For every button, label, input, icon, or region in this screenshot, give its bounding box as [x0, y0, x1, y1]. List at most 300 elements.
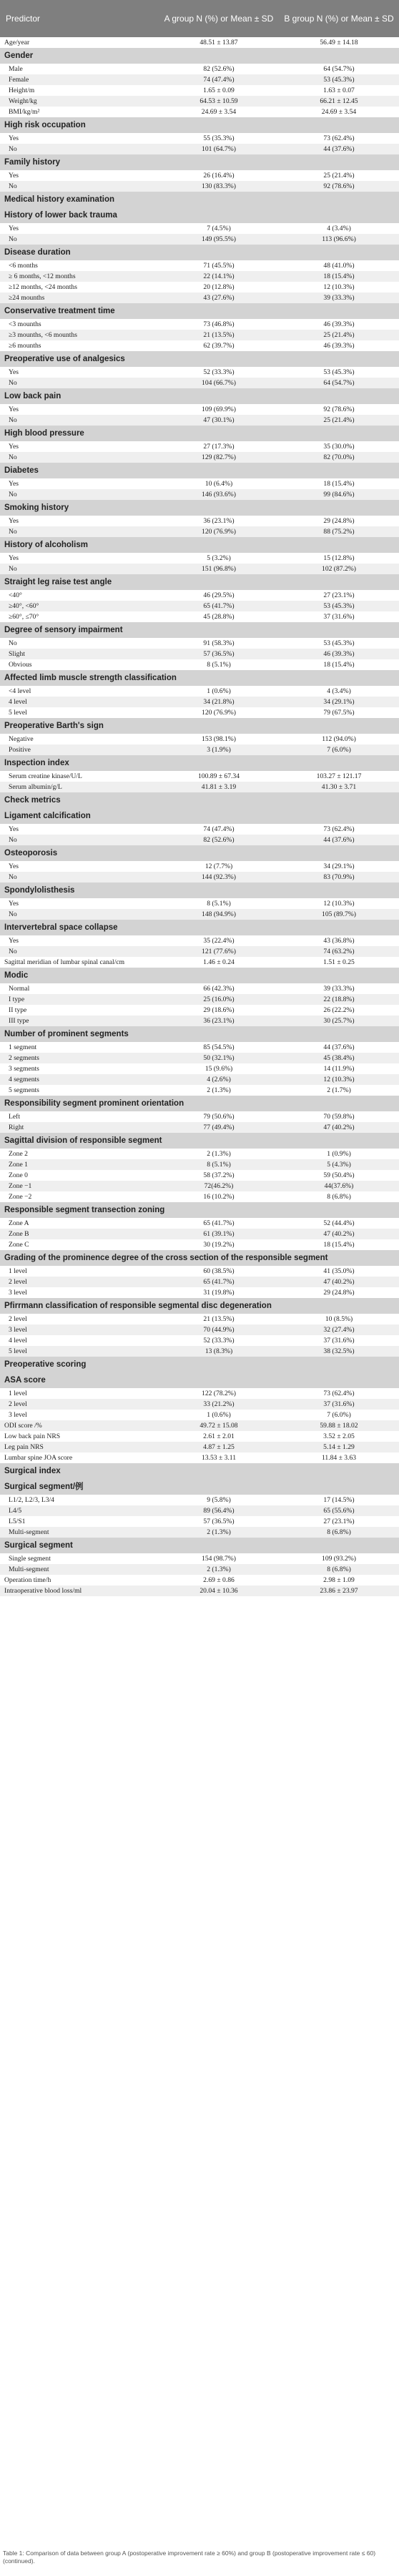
group-b-value: 47 (40.2%)	[323, 1278, 355, 1286]
row-label: Intraoperative blood loss/ml	[4, 1587, 82, 1595]
row-label: Serum albumin/g/L	[9, 783, 62, 791]
group-a-value: 1 (0.6%)	[207, 1411, 231, 1419]
table-row	[0, 1495, 399, 1505]
row-label: 2 level	[9, 1278, 27, 1286]
group-a-value: 13.53 ± 3.11	[201, 1454, 237, 1462]
row-label: Yes	[9, 134, 19, 142]
table-row	[0, 181, 399, 192]
section-heading: Low back pain	[0, 388, 399, 404]
group-a-value: 3 (1.9%)	[207, 746, 231, 754]
row-label: Zone 2	[9, 1150, 28, 1158]
row-label: ≥40°, <60°	[9, 602, 39, 610]
row-label: L5/S1	[9, 1518, 26, 1525]
group-a-value: 21 (13.5%)	[203, 331, 235, 339]
table-row	[0, 107, 399, 117]
table-row	[0, 1239, 399, 1250]
group-b-value: 37 (31.6%)	[323, 1400, 355, 1408]
table-row	[0, 1527, 399, 1538]
row-label: Leg pain NRS	[4, 1443, 44, 1451]
row-label: L1/2, L2/3, L3/4	[9, 1496, 54, 1504]
group-b-value: 103.27 ± 121.17	[316, 772, 362, 780]
group-a-value: 77 (49.4%)	[203, 1124, 235, 1131]
row-label: Yes	[9, 900, 19, 908]
table-row	[0, 771, 399, 782]
section-heading: Sagittal division of responsible segment	[0, 1133, 399, 1149]
group-a-value: 55 (35.3%)	[203, 134, 235, 142]
section-heading: High risk occupation	[0, 117, 399, 133]
group-b-value: 1.63 ± 0.07	[323, 87, 355, 94]
group-a-value: 8 (5.1%)	[207, 900, 231, 908]
row-label: Zone 0	[9, 1171, 28, 1179]
group-b-value: 105 (89.7%)	[322, 910, 356, 918]
group-b-value: 5.14 ± 1.29	[323, 1443, 355, 1451]
row-label: 3 level	[9, 1326, 27, 1334]
row-label: Low back pain NRS	[4, 1432, 61, 1440]
section-heading: Degree of sensory impairment	[0, 622, 399, 638]
row-label: 4 segments	[9, 1076, 39, 1083]
row-label: Multi-segment	[9, 1528, 49, 1536]
group-a-value: 10 (6.4%)	[205, 480, 233, 488]
row-label: Positive	[9, 746, 31, 754]
group-b-value: 18 (15.4%)	[323, 661, 355, 669]
section-heading: Surgical index	[0, 1463, 399, 1479]
group-a-value: 122 (78.2%)	[202, 1390, 236, 1397]
table-row	[0, 526, 399, 537]
group-a-value: 57 (36.5%)	[203, 1518, 235, 1525]
row-label: ≥60°, ≤70°	[9, 613, 39, 621]
group-b-value: 44(37.6%)	[324, 1182, 354, 1190]
row-label: 2 level	[9, 1400, 27, 1408]
row-label: Negative	[9, 735, 34, 743]
group-b-value: 25 (21.4%)	[323, 331, 355, 339]
row-label: 3 level	[9, 1289, 27, 1297]
section-heading: Spondylolisthesis	[0, 883, 399, 898]
table-row	[0, 1575, 399, 1586]
row-label: Zone 1	[9, 1161, 28, 1169]
row-label: I type	[9, 996, 25, 1003]
row-label: Yes	[9, 172, 19, 180]
group-a-value: 12 (7.7%)	[205, 862, 233, 870]
group-a-value: 58 (37.2%)	[203, 1171, 235, 1179]
group-b-value: 27 (23.1%)	[323, 591, 355, 599]
table-caption: Table 1: Comparison of data between group A (postoperative improvement rate ≥ 60%) and group B (postoperative improvement rate ≤ 60) (continued).	[3, 2550, 376, 2565]
group-b-value: 44 (37.6%)	[323, 1043, 355, 1051]
header-group-b: B group N (%) or Mean ± SD	[284, 13, 394, 24]
group-b-value: 53 (45.3%)	[323, 602, 355, 610]
group-b-value: 53 (45.3%)	[323, 368, 355, 376]
row-label: No	[9, 145, 17, 153]
group-a-value: 82 (52.6%)	[203, 836, 235, 844]
row-label: Age/year	[4, 39, 30, 46]
section-heading: Surgical segment	[0, 1538, 399, 1553]
group-b-value: 8 (6.8%)	[327, 1193, 351, 1201]
group-a-value: 154 (98.7%)	[202, 1555, 236, 1563]
row-label: Zone −1	[9, 1182, 32, 1190]
group-a-value: 65 (41.7%)	[203, 1219, 235, 1227]
group-a-value: 2 (1.3%)	[207, 1150, 231, 1158]
group-a-value: 34 (21.8%)	[203, 698, 235, 706]
group-a-value: 20 (12.8%)	[203, 283, 235, 291]
table-row	[0, 601, 399, 611]
group-b-value: 17 (14.5%)	[323, 1496, 355, 1504]
group-b-value: 25 (21.4%)	[323, 416, 355, 424]
row-label: 3 level	[9, 1411, 27, 1419]
group-a-value: 41.81 ± 3.19	[201, 783, 237, 791]
group-a-value: 36 (23.1%)	[203, 517, 235, 525]
row-label: ≥24 mounths	[9, 294, 45, 302]
group-a-value: 120 (76.9%)	[202, 528, 236, 536]
group-b-value: 4 (3.4%)	[327, 225, 351, 232]
group-a-value: 52 (33.3%)	[203, 1337, 235, 1344]
table-row	[0, 638, 399, 649]
table-row	[0, 1431, 399, 1442]
group-b-value: 88 (75.2%)	[323, 528, 355, 536]
section-heading: Straight leg raise test angle	[0, 574, 399, 590]
row-label: 1 segment	[9, 1043, 37, 1051]
table-row	[0, 983, 399, 994]
table-row	[0, 824, 399, 835]
section-heading: Medical history examination	[0, 192, 399, 207]
group-a-value: 91 (58.3%)	[203, 639, 235, 647]
row-label: <3 mounths	[9, 320, 41, 328]
group-a-value: 146 (93.6%)	[202, 491, 236, 498]
row-label: 1 level	[9, 1267, 27, 1275]
group-a-value: 79 (50.6%)	[203, 1113, 235, 1121]
table-row	[0, 872, 399, 883]
table-row	[0, 1074, 399, 1085]
table-row	[0, 861, 399, 872]
group-b-value: 43 (36.8%)	[323, 937, 355, 945]
group-b-value: 102 (87.2%)	[322, 565, 356, 573]
section-heading: High blood pressure	[0, 426, 399, 441]
table-row	[0, 1564, 399, 1575]
table-row	[0, 994, 399, 1005]
group-b-value: 18 (15.4%)	[323, 480, 355, 488]
row-label: No	[9, 235, 17, 243]
row-label: Yes	[9, 443, 19, 451]
row-label: 2 level	[9, 1315, 27, 1323]
table-row	[0, 170, 399, 181]
group-a-value: 101 (64.7%)	[202, 145, 236, 153]
group-b-value: 113 (96.6%)	[322, 235, 356, 243]
table-row	[0, 1229, 399, 1239]
group-b-value: 47 (40.2%)	[323, 1124, 355, 1131]
table-row	[0, 340, 399, 351]
row-label: Obvious	[9, 661, 32, 669]
group-a-value: 36 (23.1%)	[203, 1017, 235, 1025]
row-label: No	[9, 565, 17, 573]
group-b-value: 65 (55.6%)	[323, 1507, 355, 1515]
group-b-value: 7 (6.0%)	[327, 746, 351, 754]
row-label: No	[9, 416, 17, 424]
group-a-value: 47 (30.1%)	[203, 416, 235, 424]
table-row	[0, 946, 399, 957]
group-b-value: 34 (29.1%)	[323, 862, 355, 870]
group-a-value: 2 (1.3%)	[207, 1565, 231, 1573]
group-a-value: 1 (0.6%)	[207, 687, 231, 695]
group-b-value: 39 (33.3%)	[323, 294, 355, 302]
table-row	[0, 96, 399, 107]
row-label: Yes	[9, 405, 19, 413]
group-a-value: 149 (95.5%)	[202, 235, 236, 243]
group-b-value: 45 (38.4%)	[323, 1054, 355, 1062]
table-row	[0, 1399, 399, 1410]
group-a-value: 52 (33.3%)	[203, 368, 235, 376]
row-label: Sagittal meridian of lumbar spinal canal/cm	[4, 958, 125, 966]
row-label: ODI score /%	[4, 1422, 42, 1430]
group-b-value: 8 (6.8%)	[327, 1565, 351, 1573]
group-a-value: 89 (56.4%)	[203, 1507, 235, 1515]
table-row	[0, 74, 399, 85]
row-label: III type	[9, 1017, 29, 1025]
group-a-value: 27 (17.3%)	[203, 443, 235, 451]
group-a-value: 60 (38.5%)	[203, 1267, 235, 1275]
row-label: No	[9, 379, 17, 387]
group-a-value: 49.72 ± 15.08	[200, 1422, 238, 1430]
table-row	[0, 1586, 399, 1596]
row-label: Yes	[9, 825, 19, 833]
section-heading: Affected limb muscle strength classification	[0, 670, 399, 686]
group-b-value: 37 (31.6%)	[323, 1337, 355, 1344]
group-b-value: 25 (21.4%)	[323, 172, 355, 180]
table-row	[0, 452, 399, 463]
row-label: Yes	[9, 517, 19, 525]
group-b-value: 34 (29.1%)	[323, 698, 355, 706]
header-group-a: A group N (%) or Mean ± SD	[164, 13, 274, 24]
table-row	[0, 1452, 399, 1463]
group-a-value: 5 (3.2%)	[207, 554, 231, 562]
table-row	[0, 1505, 399, 1516]
group-b-value: 2.98 ± 1.09	[323, 1576, 355, 1584]
group-a-value: 70 (44.9%)	[203, 1326, 235, 1334]
group-b-value: 112 (94.0%)	[322, 735, 356, 743]
group-a-value: 8 (5.1%)	[207, 661, 231, 669]
group-a-value: 43 (27.6%)	[203, 294, 235, 302]
group-b-value: 24.69 ± 3.54	[321, 108, 357, 116]
group-a-value: 2.61 ± 2.01	[203, 1432, 235, 1440]
table-row	[0, 697, 399, 707]
group-b-value: 59 (50.4%)	[323, 1171, 355, 1179]
group-a-value: 148 (94.9%)	[202, 910, 236, 918]
section-heading: History of alcoholism	[0, 537, 399, 553]
row-label: Yes	[9, 368, 19, 376]
row-label: <6 months	[9, 262, 38, 270]
group-a-value: 9 (5.8%)	[207, 1496, 231, 1504]
group-a-value: 82 (52.6%)	[203, 65, 235, 73]
group-a-value: 2 (1.3%)	[207, 1528, 231, 1536]
group-b-value: 37 (31.6%)	[323, 613, 355, 621]
table-row	[0, 330, 399, 340]
table-row	[0, 441, 399, 452]
section-heading: Preoperative Barth's sign	[0, 718, 399, 734]
table-row	[0, 909, 399, 920]
group-b-value: 29 (24.8%)	[323, 517, 355, 525]
table-row	[0, 1042, 399, 1053]
table-row	[0, 85, 399, 96]
row-label: No	[9, 873, 17, 881]
group-b-value: 44 (37.6%)	[323, 145, 355, 153]
row-label: 5 segments	[9, 1086, 39, 1094]
section-heading: Preoperative use of analgesics	[0, 351, 399, 367]
group-b-value: 73 (62.4%)	[323, 134, 355, 142]
group-b-value: 30 (25.7%)	[323, 1017, 355, 1025]
table-row	[0, 1335, 399, 1346]
row-label: Yes	[9, 937, 19, 945]
group-b-value: 1.51 ± 0.25	[323, 958, 355, 966]
group-a-value: 31 (19.8%)	[203, 1289, 235, 1297]
group-b-value: 53 (45.3%)	[323, 76, 355, 84]
group-a-value: 66 (42.3%)	[203, 985, 235, 993]
group-a-value: 13 (8.3%)	[205, 1347, 233, 1355]
group-b-value: 66.21 ± 12.45	[320, 97, 358, 105]
table-row	[0, 1324, 399, 1335]
table-row	[0, 260, 399, 271]
table-row	[0, 1053, 399, 1063]
group-b-value: 83 (70.9%)	[323, 873, 355, 881]
group-b-value: 8 (6.8%)	[327, 1528, 351, 1536]
row-label: 5 level	[9, 709, 27, 717]
section-heading: Gender	[0, 48, 399, 64]
group-b-value: 18 (15.4%)	[323, 1241, 355, 1249]
section-heading: Number of prominent segments	[0, 1026, 399, 1042]
section-heading: Diabetes	[0, 463, 399, 478]
table-row	[0, 935, 399, 946]
row-label: <4 level	[9, 687, 31, 695]
row-label: Zone C	[9, 1241, 29, 1249]
row-label: Yes	[9, 225, 19, 232]
table-row	[0, 1442, 399, 1452]
row-label: 3 segments	[9, 1065, 39, 1073]
row-label: Female	[9, 76, 29, 84]
group-b-value: 59.88 ± 18.02	[320, 1422, 358, 1430]
table-row	[0, 144, 399, 154]
row-label: ≥12 months, <24 months	[9, 283, 77, 291]
group-b-value: 46 (39.3%)	[323, 342, 355, 350]
row-label: 4 level	[9, 1337, 27, 1344]
row-label: No	[9, 948, 17, 955]
row-label: Slight	[9, 650, 25, 658]
group-a-value: 33 (21.2%)	[203, 1400, 235, 1408]
group-a-value: 104 (66.7%)	[202, 379, 236, 387]
table-row	[0, 686, 399, 697]
group-a-value: 4 (2.6%)	[207, 1076, 231, 1083]
table-row	[0, 282, 399, 292]
row-label: BMI/kg/m²	[9, 108, 40, 116]
section-heading: ASA score	[0, 1372, 399, 1388]
group-b-value: 38 (32.5%)	[323, 1347, 355, 1355]
row-label: Normal	[9, 985, 30, 993]
row-label: Male	[9, 65, 23, 73]
table-row	[0, 1287, 399, 1298]
row-label: Yes	[9, 480, 19, 488]
table-row	[0, 223, 399, 234]
group-a-value: 65 (41.7%)	[203, 602, 235, 610]
group-b-value: 27 (23.1%)	[323, 1518, 355, 1525]
table-row	[0, 1159, 399, 1170]
section-heading: Modic	[0, 968, 399, 983]
group-b-value: 44 (37.6%)	[323, 836, 355, 844]
group-a-value: 8 (5.1%)	[207, 1161, 231, 1169]
table-row	[0, 553, 399, 564]
table-row	[0, 1218, 399, 1229]
row-label: No	[9, 836, 17, 844]
section-heading: Check metrics	[0, 792, 399, 808]
group-b-value: 74 (63.2%)	[323, 948, 355, 955]
group-a-value: 46 (29.5%)	[203, 591, 235, 599]
group-b-value: 22 (18.8%)	[323, 996, 355, 1003]
group-b-value: 46 (39.3%)	[323, 650, 355, 658]
group-a-value: 71 (45.5%)	[203, 262, 235, 270]
table-row	[0, 744, 399, 755]
section-heading: Pfirrmann classification of responsible segmental disc degeneration	[0, 1298, 399, 1314]
row-label: Weight/kg	[9, 97, 37, 105]
group-a-value: 57 (36.5%)	[203, 650, 235, 658]
section-heading: Surgical segment/例	[0, 1479, 399, 1495]
group-a-value: 64.53 ± 10.59	[200, 97, 238, 105]
group-b-value: 12 (10.3%)	[323, 900, 355, 908]
table-row	[0, 378, 399, 388]
group-b-value: 26 (22.2%)	[323, 1006, 355, 1014]
group-b-value: 11.84 ± 3.63	[321, 1454, 357, 1462]
table-row	[0, 1016, 399, 1026]
group-a-value: 25 (16.0%)	[203, 996, 235, 1003]
section-heading: Inspection index	[0, 755, 399, 771]
group-b-value: 14 (11.9%)	[323, 1065, 355, 1073]
group-a-value: 24.69 ± 3.54	[201, 108, 237, 116]
group-b-value: 52 (44.4%)	[323, 1219, 355, 1227]
row-label: ≥6 mounths	[9, 342, 41, 350]
group-b-value: 64 (54.7%)	[323, 65, 355, 73]
row-label: Zone B	[9, 1230, 29, 1238]
group-a-value: 1.46 ± 0.24	[203, 958, 235, 966]
section-heading: Family history	[0, 154, 399, 170]
group-a-value: 4.87 ± 1.25	[203, 1443, 235, 1451]
group-b-value: 10 (8.5%)	[325, 1315, 353, 1323]
row-label: Right	[9, 1124, 24, 1131]
row-label: No	[9, 910, 17, 918]
section-heading: Conservative treatment time	[0, 303, 399, 319]
header-predictor: Predictor	[6, 14, 41, 24]
row-label: No	[9, 639, 17, 647]
row-label: Yes	[9, 862, 19, 870]
group-b-value: 1 (0.9%)	[327, 1150, 351, 1158]
group-a-value: 74 (47.4%)	[203, 76, 235, 84]
row-label: Yes	[9, 554, 19, 562]
group-b-value: 41.30 ± 3.71	[321, 783, 357, 791]
group-b-value: 47 (40.2%)	[323, 1230, 355, 1238]
table-row	[0, 367, 399, 378]
row-label: Serum creatine kinase/U/L	[9, 772, 82, 780]
table-row	[0, 37, 399, 48]
group-a-value: 50 (32.1%)	[203, 1054, 235, 1062]
table-row	[0, 1420, 399, 1431]
section-heading: History of lower back trauma	[0, 207, 399, 223]
table-row	[0, 564, 399, 574]
group-a-value: 21 (13.5%)	[203, 1315, 235, 1323]
group-b-value: 53 (45.3%)	[323, 639, 355, 647]
group-b-value: 12 (10.3%)	[323, 1076, 355, 1083]
group-a-value: 85 (54.5%)	[203, 1043, 235, 1051]
table-row	[0, 234, 399, 245]
section-heading: Responsible segment transection zoning	[0, 1202, 399, 1218]
table-row	[0, 292, 399, 303]
row-label: No	[9, 182, 17, 190]
table-body	[0, 37, 399, 2547]
row-label: Single segment	[9, 1555, 51, 1563]
table-row	[0, 590, 399, 601]
table-header	[0, 0, 399, 37]
table-row	[0, 957, 399, 968]
